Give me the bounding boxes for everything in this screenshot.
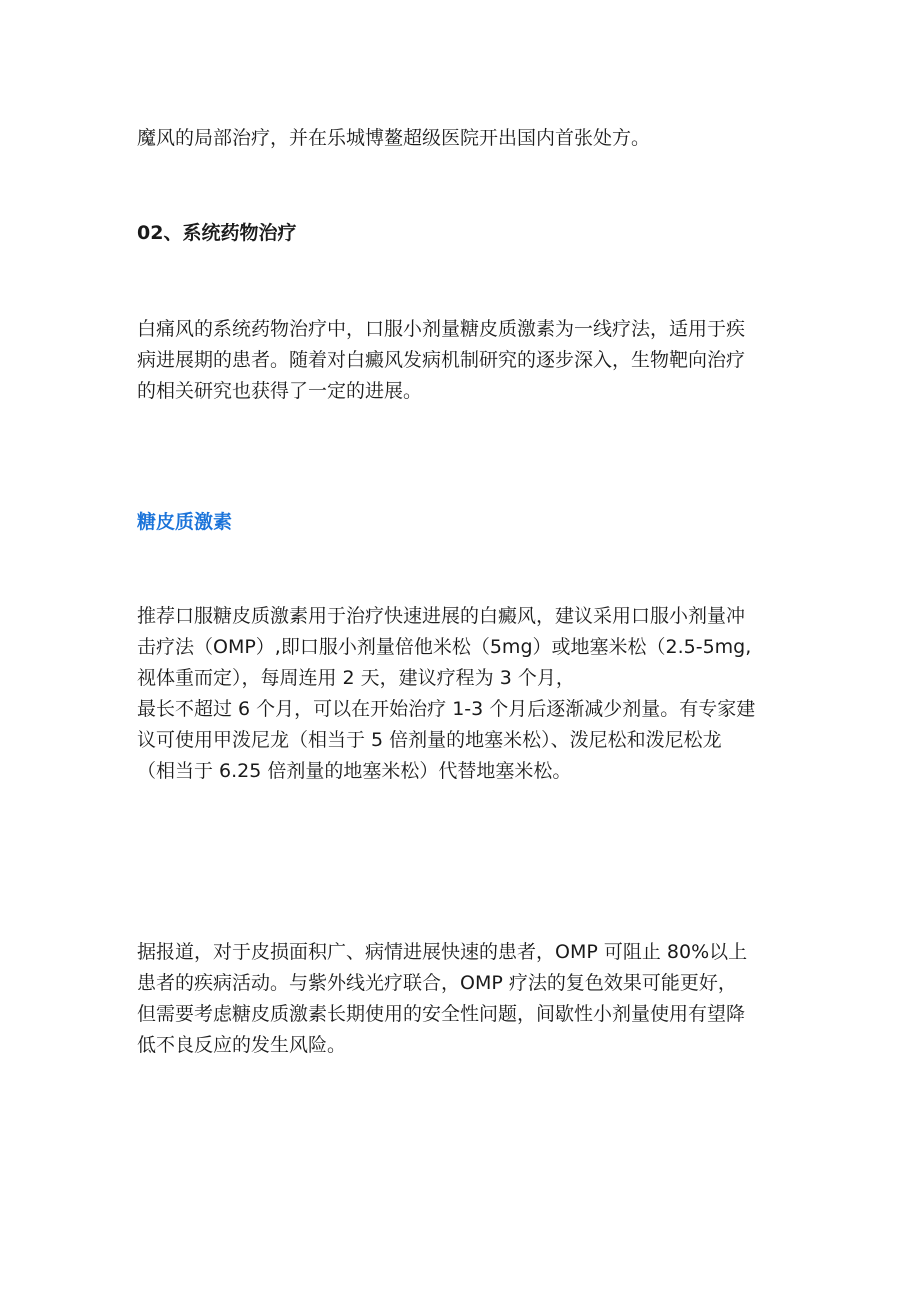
text-line: 推荐口服糖皮质激素用于治疗快速进展的白癜风，建议采用口服小剂量冲	[137, 605, 746, 627]
text-line: 病进展期的患者。随着对白癜风发病机制研究的逐步深入，生物靶向治疗	[137, 349, 746, 371]
text-line: 的相关研究也获得了一定的进展。	[137, 380, 423, 402]
text-line: （相当于 6.25 倍剂量的地塞米松）代替地塞米松。	[137, 760, 572, 782]
text-line: 白痛风的系统药物治疗中，口服小剂量糖皮质激素为一线疗法，适用于疾	[137, 318, 746, 340]
paragraph-omp	[137, 601, 797, 787]
paragraph-top	[137, 123, 797, 154]
paragraph-report	[137, 937, 797, 1061]
text-line: 视体重而定），每周连用 2 天，建议疗程为 3 个月，	[137, 667, 575, 689]
paragraph-intro	[137, 314, 797, 407]
text-line: 魔风的局部治疗，并在乐城博鳌超级医院开出国内首张处方。	[137, 127, 651, 149]
text-line: 击疗法（OMP）,即口服小剂量倍他米松（5mg）或地塞米松（2.5-5mg,	[137, 636, 752, 658]
text-line: 但需要考虑糖皮质激素长期使用的安全性问题，间歇性小剂量使用有望降	[137, 1003, 746, 1025]
section-heading: 02、系统药物治疗	[137, 222, 297, 244]
text-line: 据报道，对于皮损面积广、病情进展快速的患者，OMP 可阻止 80%以上	[137, 941, 748, 963]
text-line: 患者的疾病活动。与紫外线光疗联合，OMP 疗法的复色效果可能更好，	[137, 972, 737, 994]
subsection-heading: 糖皮质激素	[137, 511, 233, 533]
text-line: 最长不超过 6 个月，可以在开始治疗 1-3 个月后逐渐减少剂量。有专家建	[137, 698, 756, 720]
text-line: 议可使用甲泼尼龙（相当于 5 倍剂量的地塞米松）、泼尼松和泼尼松龙	[137, 729, 722, 751]
text-line: 低不良反应的发生风险。	[137, 1034, 347, 1056]
